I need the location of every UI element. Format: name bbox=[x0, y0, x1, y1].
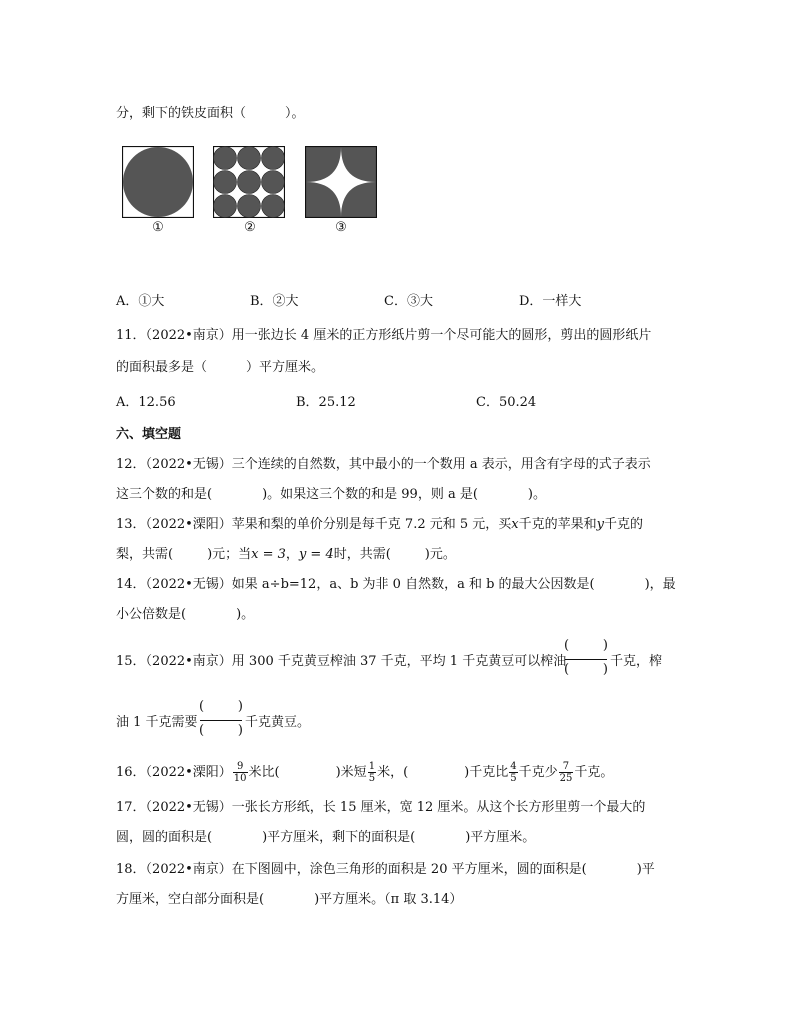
q12-text-a: 这三个数的和是( bbox=[116, 487, 213, 502]
q16-prefix: 16．（2022•溧阳） bbox=[116, 765, 232, 780]
q11-option-b: B．25.12 bbox=[296, 395, 356, 410]
q16-text-5: 千克少 bbox=[518, 765, 558, 780]
q11-line1: 11．（2022•南京）用一张边长 4 厘米的正方形纸片剪一个尽可能大的圆形，剪出的圆形纸片 bbox=[116, 328, 652, 343]
q15-text-c: 油 1 千克需要 bbox=[116, 715, 198, 730]
q18-line2 bbox=[116, 890, 462, 910]
q11-line2: 的面积最多是（ ）平方厘米。 bbox=[116, 360, 325, 375]
q13-text-c: 千克的 bbox=[604, 517, 644, 532]
figure-one-circle bbox=[122, 146, 194, 218]
q16-text-6: 千克。 bbox=[574, 765, 614, 780]
q13-text-d: 梨，共需( bbox=[116, 547, 174, 562]
q18-text-a: 18．（2022•南京）在下图圆中，涂色三角形的面积是 20 平方厘米，圆的面积是( bbox=[116, 862, 587, 877]
q13-line2 bbox=[116, 545, 456, 565]
q12-line1: 12．（2022•无锡）三个连续的自然数，其中最小的一个数用 a 表示，用含有字母的式子表示 bbox=[116, 457, 651, 472]
figure-label-3: ③ bbox=[335, 220, 347, 235]
q13-text-b: 千克的苹果和 bbox=[518, 517, 597, 532]
q14-text-c: 小公倍数是( bbox=[116, 607, 187, 622]
section-heading: 六、填空题 bbox=[116, 427, 182, 442]
q14-line2 bbox=[116, 605, 254, 625]
q16-text-4: )千克比 bbox=[464, 765, 509, 780]
q13-cond-x: x = 3 bbox=[251, 547, 286, 562]
q16-text-3: 米，( bbox=[377, 765, 409, 780]
q17-line1: 17．（2022•无锡）一张长方形纸，长 15 厘米，宽 12 厘米。从这个长方形里剪一个最大的 bbox=[116, 800, 646, 815]
q13-text-e: )元；当 bbox=[207, 547, 252, 562]
q12-text-c: )。 bbox=[527, 487, 546, 502]
q13-text-f: ， bbox=[285, 547, 299, 562]
q10-option-a: A．①大 bbox=[116, 294, 165, 309]
q11-option-a: A．12.56 bbox=[116, 395, 176, 410]
q18-text-b: )平 bbox=[636, 862, 655, 877]
figure-nine-circles bbox=[213, 146, 285, 218]
q12-text-b: )。如果这三个数的和是 99，则 a 是( bbox=[262, 487, 478, 502]
q14-text-d: )。 bbox=[236, 607, 255, 622]
intro-line: 分，剩下的铁皮面积（ ）。 bbox=[116, 106, 305, 121]
q13-text-a: 13．（2022•溧阳）苹果和梨的单价分别是每千克 7.2 元和 5 元，买 bbox=[116, 517, 512, 532]
figure-label-1: ① bbox=[152, 220, 164, 235]
q10-option-b: B．②大 bbox=[250, 294, 299, 309]
q13-text-g: 时，共需( bbox=[333, 547, 391, 562]
q11-option-c: C．50.24 bbox=[476, 395, 537, 410]
q10-option-c: C．③大 bbox=[384, 294, 433, 309]
q16-fraction-2: $\frac{1}{5}$ bbox=[368, 761, 376, 784]
figure-quarter-circles bbox=[305, 146, 377, 218]
q15-line2 bbox=[116, 713, 198, 733]
q14-text-a: 14．（2022•无锡）如果 a÷b=12，a、b 为非 0 自然数，a 和 b 的最大公因数是( bbox=[116, 577, 595, 592]
q12-line2 bbox=[116, 485, 546, 505]
q15-text-a: 15．（2022•南京）用 300 千克黄豆榨油 37 千克，平均 1 千克黄豆可以榨油 bbox=[116, 654, 567, 669]
q13-var-x: x bbox=[511, 517, 519, 532]
q10-option-d: D．一样大 bbox=[519, 294, 582, 309]
q16-text-2: )米短 bbox=[335, 765, 367, 780]
q13-var-y: y bbox=[596, 517, 604, 532]
q18-text-c: 方厘米，空白部分面积是( bbox=[116, 892, 265, 907]
q15-fraction-blank-2: ( ) ( ) bbox=[199, 699, 243, 738]
q16-fraction-4: $\frac{7}{25}$ bbox=[559, 761, 573, 784]
q16-fraction-1: $\frac{9}{10}$ bbox=[233, 761, 247, 784]
q17-line2 bbox=[116, 828, 535, 848]
q15-line1 bbox=[116, 652, 566, 672]
q14-line1 bbox=[116, 575, 676, 595]
q18-line1 bbox=[116, 860, 655, 880]
q17-text-c: )平方厘米。 bbox=[465, 830, 536, 845]
figure-label-2: ② bbox=[244, 220, 256, 235]
q16-text-1: 米比( bbox=[248, 765, 280, 780]
q15-fraction-blank-1: ( ) ( ) bbox=[564, 638, 608, 677]
q16-fraction-3: $\frac{4}{5}$ bbox=[510, 761, 517, 784]
q15-text-d: 千克黄豆。 bbox=[245, 715, 311, 730]
q13-line1 bbox=[116, 515, 643, 535]
q17-text-b: )平方厘米，剩下的面积是( bbox=[262, 830, 416, 845]
q16-line bbox=[116, 760, 613, 786]
q13-text-h: )元。 bbox=[424, 547, 456, 562]
q13-cond-y: y = 4 bbox=[298, 547, 334, 562]
q14-text-b: )，最 bbox=[644, 577, 676, 592]
q15-text-b: 千克，榨 bbox=[610, 654, 663, 669]
q17-text-a: 圆，圆的面积是( bbox=[116, 830, 213, 845]
q18-text-d: )平方厘米。（π 取 3.14） bbox=[314, 892, 463, 907]
